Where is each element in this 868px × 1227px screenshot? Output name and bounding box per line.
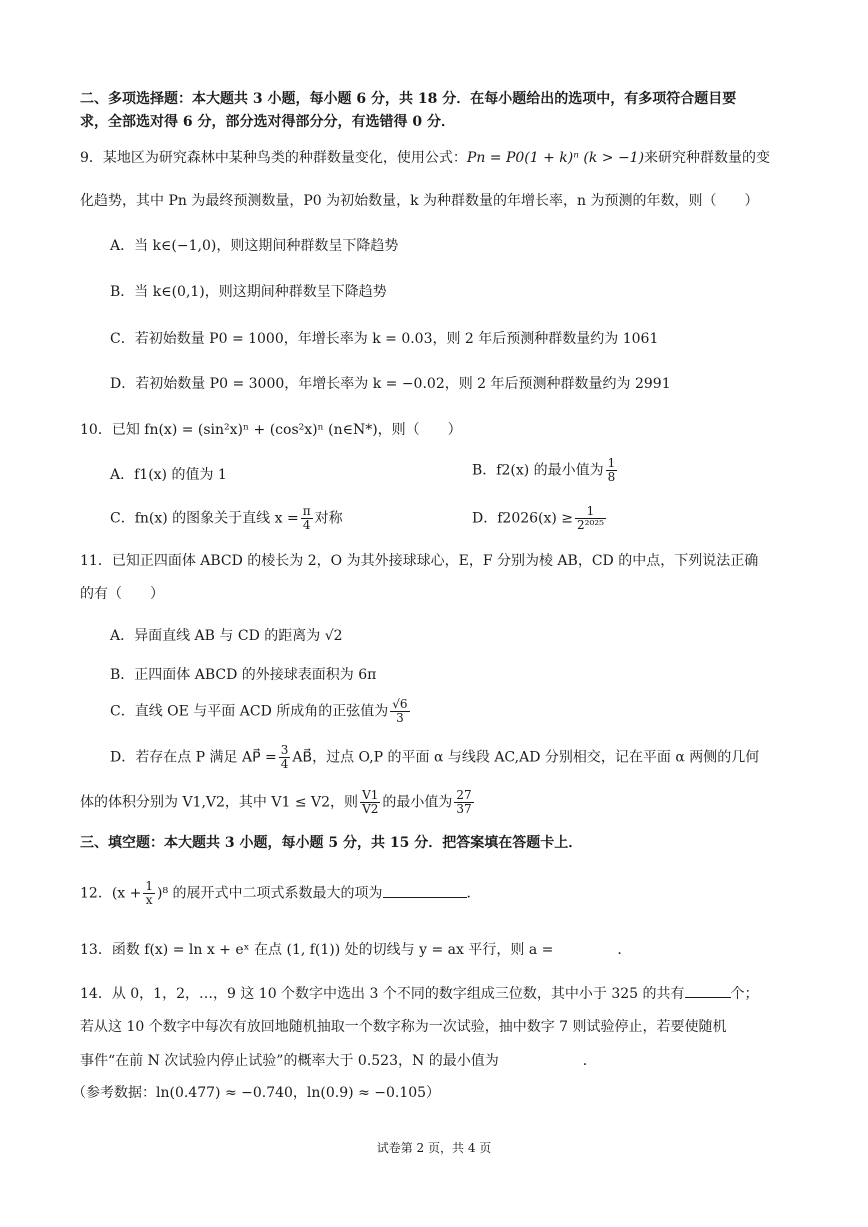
q12-fraction bbox=[143, 880, 155, 907]
q11-line2: 的有（ ） bbox=[80, 586, 164, 602]
q13-line bbox=[80, 939, 631, 960]
q10-option-c-post: 对称 bbox=[314, 510, 343, 527]
q11-option-c bbox=[110, 698, 412, 725]
q11-option-d-ratio-numerator: V1 bbox=[362, 788, 379, 802]
q11-option-d-line1 bbox=[110, 744, 759, 771]
q11-option-d-label: D．若存在点 P 满足 AP⃗ = bbox=[110, 749, 277, 766]
q11-option-d-line2-mid: 的最小值为 bbox=[382, 794, 453, 811]
q12-end: ． bbox=[466, 885, 481, 902]
q13-text: 13．函数 f(x) = ln x + eˣ 在点 (1, f(1)) 处的切线与 y = ax 平行，则 a = bbox=[80, 942, 554, 958]
q11-option-d-answer-numerator: 27 bbox=[456, 788, 472, 802]
q10-option-d-numerator: 1 bbox=[575, 505, 606, 519]
q11-option-d-line2-pre: 体的体积分别为 V1,V2，其中 V1 ≤ V2，则 bbox=[80, 794, 359, 811]
q11-option-d-answer-denominator: 37 bbox=[456, 802, 472, 816]
q14-answer-blank-2[interactable] bbox=[499, 1050, 583, 1065]
q9-option-b: B．当 k∈(0,1)，则这期间种群数呈下降趋势 bbox=[110, 284, 387, 300]
q10-option-d-fraction bbox=[575, 505, 606, 532]
q10-option-a: A．f1(x) 的值为 1 bbox=[110, 467, 227, 483]
section3-heading: 三、填空题：本大题共 3 小题，每小题 5 分，共 15 分．把答案填在答题卡上． bbox=[80, 835, 583, 851]
q10-option-c bbox=[110, 505, 343, 532]
q10-option-d-label: D．f2026(x) ≥ bbox=[472, 510, 574, 527]
q9-line1-pre: 9．某地区为研究森林中某种鸟类的种群数量变化，使用公式： bbox=[80, 150, 467, 166]
q14-line1-pre: 14．从 0，1，2，…，9 这 10 个数字中选出 3 个不同的数字组成三位数，其中小于 325 的共有 bbox=[80, 986, 685, 1002]
q11-option-c-fraction bbox=[390, 698, 409, 725]
q11-line1: 11．已知正四面体 ABCD 的棱长为 2，O 为其外接球球心，E，F 分别为棱 AB，CD 的中点，下列说法正确 bbox=[80, 553, 759, 569]
q14-reference-data: （参考数据：ln(0.477) ≈ −0.740，ln(0.9) ≈ −0.105） bbox=[72, 1085, 441, 1101]
q11-option-d-line2 bbox=[80, 789, 476, 816]
q11-option-a: A．异面直线 AB 与 CD 的距离为 √2 bbox=[110, 628, 343, 644]
q14-line1-post: 个； bbox=[730, 986, 759, 1002]
q12-answer-blank[interactable] bbox=[383, 883, 467, 898]
q9-option-c: C．若初始数量 P0 = 1000，年增长率为 k = 0.03，则 2 年后预测种群数量约为 1061 bbox=[110, 331, 659, 347]
q11-option-c-label: C．直线 OE 与平面 ACD 所成角的正弦值为 bbox=[110, 703, 389, 720]
q11-option-c-numerator: √6 bbox=[392, 697, 408, 711]
q13-answer-blank[interactable] bbox=[553, 939, 617, 954]
q10-option-c-label: C．fn(x) 的图象关于直线 x = bbox=[110, 510, 299, 527]
q11-option-c-denominator: 3 bbox=[396, 711, 404, 725]
q10-option-c-denominator: 4 bbox=[302, 518, 311, 532]
q9-formula: Pn = P0(1 + k)ⁿ (k > −1) bbox=[466, 150, 645, 166]
q11-option-d-answer-fraction bbox=[454, 789, 473, 816]
section2-heading-line2: 求，全部选对得 6 分，部分选对得部分分，有选错得 0 分． bbox=[80, 114, 455, 130]
q14-line2: 若从这 10 个数字中每次有放回地随机抽取一个数字称为一次试验，抽中数字 7 则试验停止，若要使随机 bbox=[80, 1019, 727, 1035]
q14-line3-pre: 事件“在前 N 次试验内停止试验”的概率大于 0.523，N 的最小值为 bbox=[80, 1053, 499, 1069]
q11-option-b: B．正四面体 ABCD 的外接球表面积为 6π bbox=[110, 667, 377, 683]
q12-numerator: 1 bbox=[145, 879, 153, 893]
q10-option-c-numerator: π bbox=[302, 504, 311, 518]
q9-line1 bbox=[80, 148, 770, 168]
q10-option-b-numerator: 1 bbox=[607, 456, 616, 470]
q9-line1-post: 来研究种群数量的变 bbox=[644, 150, 771, 166]
q10-option-b-label: B．f2(x) 的最小值为 bbox=[472, 462, 604, 479]
section2-heading-line1: 二、多项选择题：本大题共 3 小题，每小题 6 分，共 18 分．在每小题给出的选项中，有多项符合题目要 bbox=[80, 91, 737, 107]
q14-line1 bbox=[80, 983, 759, 1004]
q11-option-d-ratio bbox=[360, 789, 380, 816]
q10-stem: 10．已知 fn(x) = (sin²x)ⁿ + (cos²x)ⁿ (n∈N*)，则（ ） bbox=[80, 422, 462, 438]
q11-option-d-fraction bbox=[279, 744, 291, 771]
q12-line bbox=[80, 880, 481, 907]
q10-option-b-denominator: 8 bbox=[607, 470, 616, 484]
q9-option-a: A．当 k∈(−1,0)，则这期间种群数呈下降趋势 bbox=[110, 238, 399, 254]
q14-answer-blank-1[interactable] bbox=[685, 983, 731, 998]
q10-option-b bbox=[472, 457, 619, 484]
q12-denominator: x bbox=[145, 893, 153, 907]
q9-option-d: D．若初始数量 P0 = 3000，年增长率为 k = −0.02，则 2 年后预测种群数量约为 2991 bbox=[110, 376, 671, 392]
q14-line3-end: ． bbox=[582, 1053, 597, 1069]
q14-line3 bbox=[80, 1050, 597, 1071]
page-footer: 试卷第 2 页，共 4 页 bbox=[376, 1141, 492, 1155]
q11-option-d-denominator: 4 bbox=[280, 757, 289, 771]
q12-post: )⁸ 的展开式中二项式系数最大的项为 bbox=[157, 885, 383, 902]
q10-option-c-fraction bbox=[301, 505, 313, 532]
q11-option-d-post: AB⃗，过点 O,P 的平面 α 与线段 AC,AD 分别相交，记在平面 α 两侧的几何 bbox=[292, 749, 760, 766]
q11-option-d-ratio-denominator: V2 bbox=[362, 802, 379, 816]
q9-line2: 化趋势，其中 Pn 为最终预测数量，P0 为初始数量，k 为种群数量的年增长率，n 为预测的年数，则（ ） bbox=[80, 193, 759, 209]
q11-option-d-numerator: 3 bbox=[280, 743, 289, 757]
q10-option-d bbox=[472, 505, 608, 532]
q10-option-b-fraction bbox=[606, 457, 618, 484]
q12-pre: 12．(x + bbox=[80, 885, 142, 902]
q10-option-d-denominator: 2²⁰²⁵ bbox=[577, 518, 604, 532]
q13-end: ． bbox=[617, 942, 632, 958]
